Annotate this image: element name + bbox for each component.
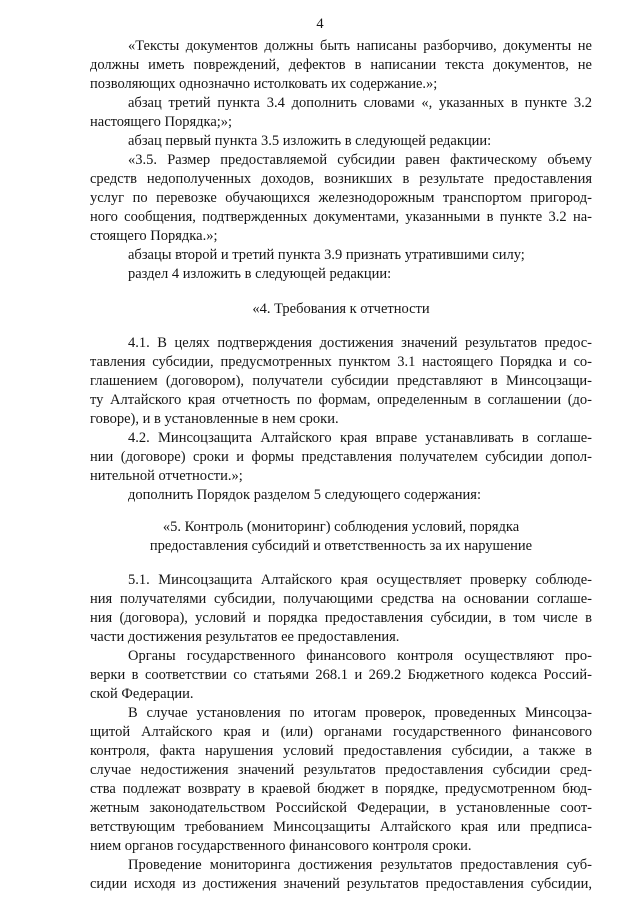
text-line: В случае установления по итогам проверок, проведенных Минсоцза- <box>128 705 592 721</box>
text-line: абзац первый пункта 3.5 изложить в следующей редакции: <box>128 133 492 149</box>
text-line: случае недостижения значений результатов предоставления субсидии сред- <box>90 762 592 778</box>
text-line: дополнить Порядок разделом 5 следующего содержания: <box>128 487 482 503</box>
text-line: говоре), и в установленные в нем сроки. <box>90 411 339 427</box>
text-line: ской Федерации. <box>90 686 194 702</box>
text-line: 5.1. Минсоцзащита Алтайского края осуществляет проверку соблюде- <box>128 572 592 588</box>
text-line: стоящего Порядка.»; <box>90 228 218 244</box>
text-line: контроля, факта нарушения условий предоставления субсидии, а также в <box>90 743 592 759</box>
text-line: ту Алтайского края отчетность по формам, определенным в соглашении (до- <box>90 392 592 408</box>
text-line: ного сообщения, подтвержденных документами, указанными в пункте 3.2 на- <box>90 209 592 225</box>
text-line: нием органов государственного финансового контроля сроки. <box>90 838 472 854</box>
text-line: «3.5. Размер предоставляемой субсидии равен фактическому объему <box>128 152 592 168</box>
text-line: раздел 4 изложить в следующей редакции: <box>128 266 392 282</box>
section-heading: «5. Контроль (мониторинг) соблюдения условий, порядка <box>162 519 520 535</box>
text-line: нии (договоре) сроки и формы представления получателем субсидии допол- <box>90 449 592 465</box>
text-line: абзац третий пункта 3.4 дополнить словами «, указанных в пункте 3.2 <box>128 95 592 111</box>
text-line: 4.1. В целях подтверждения достижения значений результатов предос- <box>128 335 592 351</box>
text-line: «Тексты документов должны быть написаны разборчиво, документы не <box>128 38 592 54</box>
text-line: услуг по перевозке обучающихся железнодорожным транспортом пригород- <box>90 190 592 206</box>
page-number: 4 <box>316 16 324 32</box>
text-line: ства подлежат возврату в краевой бюджет в порядке, предусмотренном бюд- <box>90 781 592 797</box>
text-line: 4.2. Минсоцзащита Алтайского края вправе устанавливать в соглаше- <box>128 430 592 446</box>
text-line: позволяющих однозначно истолковать их содержание.»; <box>90 76 438 92</box>
text-line: должны иметь повреждений, дефектов в написании текста документов, не <box>90 57 592 73</box>
text-line: ветствующим требованием Минсоцзащиты Алтайского края или предписа- <box>90 819 592 835</box>
text-line: части достижения результатов ее предоставления. <box>90 629 400 645</box>
text-line: ния получателями субсидии, получающими средства на основании соглаше- <box>90 591 592 607</box>
text-line: Органы государственного финансового контроля осуществляют про- <box>128 648 592 664</box>
text-line: сидии исходя из достижения значений результатов предоставления субсидии, <box>90 876 592 892</box>
section-heading: «4. Требования к отчетности <box>252 301 430 317</box>
text-line: средств недополученных доходов, возникших в результате предоставления <box>90 171 592 187</box>
text-line: жетным законодательством Российской Федерации, в установленные соот- <box>90 800 592 816</box>
text-line: глашением (договором), получатели субсидии представляют в Минсоцзащи- <box>90 373 592 389</box>
text-line: ния (договора), условий и порядка предоставления субсидии, в том числе в <box>90 610 592 626</box>
text-line: нительной отчетности.»; <box>90 468 243 484</box>
text-line: верки в соответствии со статьями 268.1 и 269.2 Бюджетного кодекса Россий- <box>90 667 592 683</box>
text-line: Проведение мониторинга достижения результатов предоставления суб- <box>128 857 592 873</box>
text-line: настоящего Порядка;»; <box>90 114 233 130</box>
text-line: тавления субсидии, предусмотренных пунктом 3.1 настоящего Порядка и со- <box>90 354 592 370</box>
text-line: абзацы второй и третий пункта 3.9 признать утратившими силу; <box>128 247 525 263</box>
text-line: щитой Алтайского края и (или) органами государственного финансового <box>90 724 592 740</box>
section-heading: предоставления субсидий и ответственность за их нарушение <box>149 538 533 554</box>
